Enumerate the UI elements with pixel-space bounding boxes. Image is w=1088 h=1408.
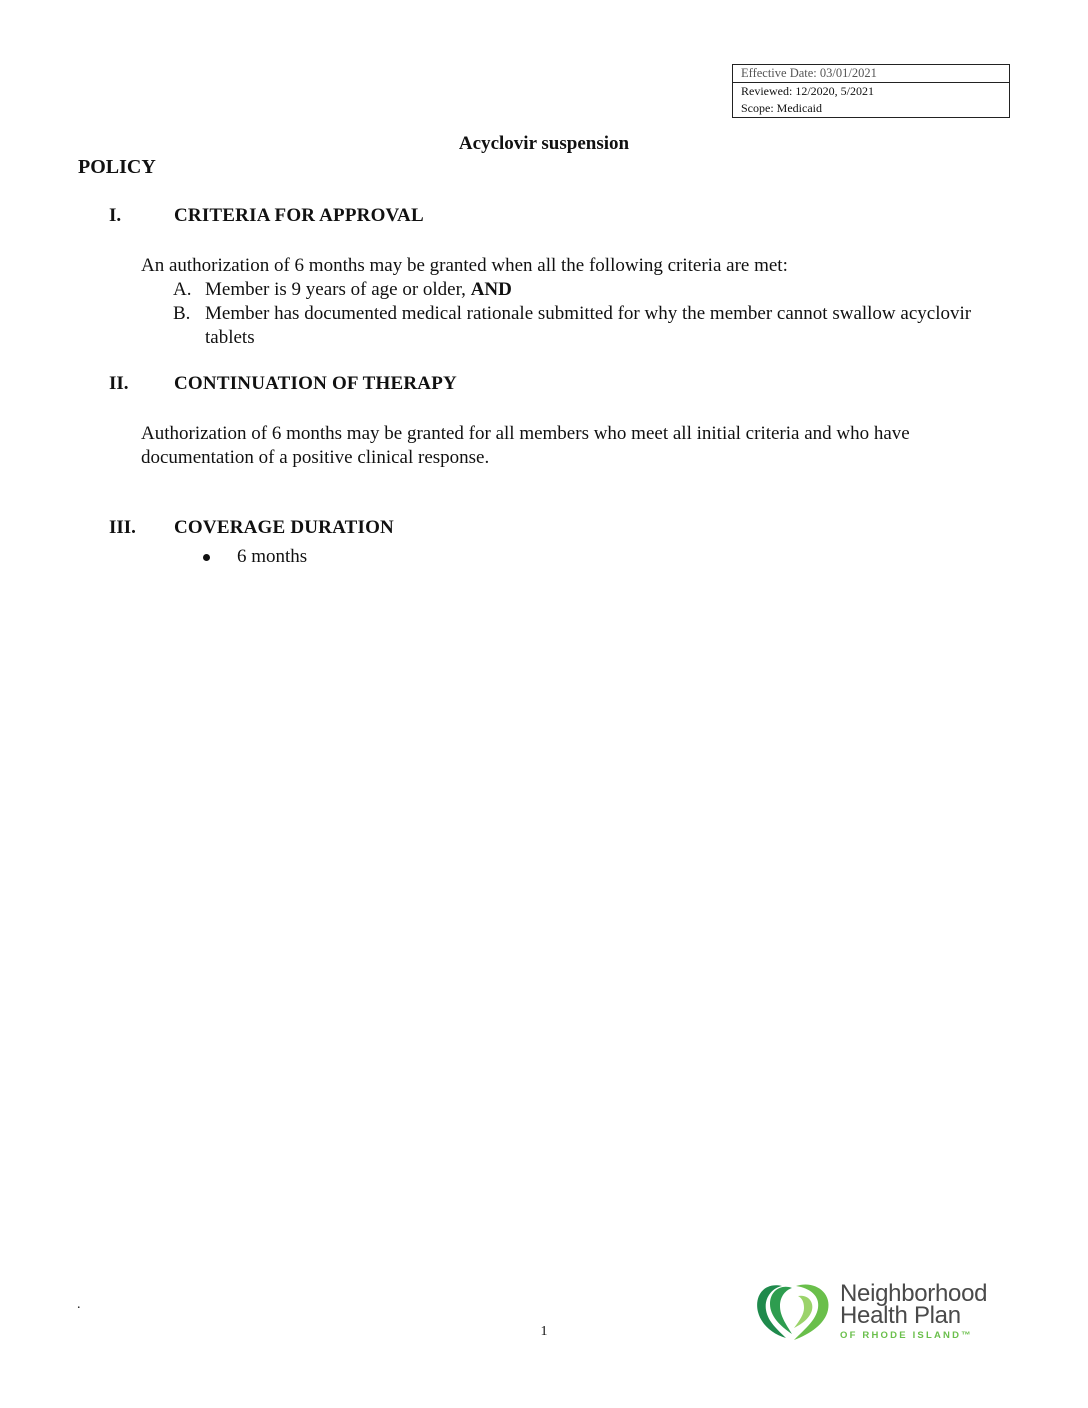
criteria-item-b [173, 302, 993, 350]
item-text-main: Member is 9 years of age or older, [205, 279, 471, 300]
continuation-body: Authorization of 6 months may be granted for all members who meet all initial criteria and who have documentation of a positive clinical response. [141, 423, 910, 468]
section-number: III. [109, 517, 136, 538]
section-title: COVERAGE DURATION [174, 517, 394, 538]
item-text: Member has documented medical rationale submitted for why the member cannot swallow acyclovir tablets [205, 303, 972, 348]
heart-swirl-logo-icon [752, 1278, 836, 1342]
item-text [205, 278, 975, 302]
page-number: 1 [540, 1324, 548, 1339]
effective-date: Effective Date: 03/01/2021 [733, 65, 1009, 83]
effective-date-box [732, 64, 1010, 118]
bullet-text: 6 months [237, 546, 308, 567]
document-title: Acyclovir suspension [458, 133, 630, 154]
neighborhood-health-plan-logo [752, 1278, 1014, 1342]
logo-line-1: Neighborhood [840, 1280, 988, 1307]
section-number: II. [109, 373, 129, 394]
reviewed-dates: Reviewed: 12/2020, 5/2021 [741, 84, 874, 98]
item-letter: B. [173, 303, 191, 324]
section-title: CONTINUATION OF THERAPY [174, 373, 457, 394]
stray-mark: . [77, 1297, 81, 1312]
criteria-item-a [173, 278, 993, 302]
criteria-intro: An authorization of 6 months may be granted when all the following criteria are met: [141, 255, 788, 276]
item-letter: A. [173, 279, 192, 300]
item-text-bold: AND [470, 279, 512, 300]
logo-line-2: Health Plan [840, 1302, 961, 1329]
logo-line-3: OF RHODE ISLAND™ [840, 1330, 973, 1341]
scope: Scope: Medicaid [741, 101, 822, 115]
section-number: I. [109, 205, 122, 226]
policy-heading: POLICY [78, 156, 156, 178]
section-title: CRITERIA FOR APPROVAL [174, 205, 424, 226]
bullet-icon [203, 554, 210, 561]
